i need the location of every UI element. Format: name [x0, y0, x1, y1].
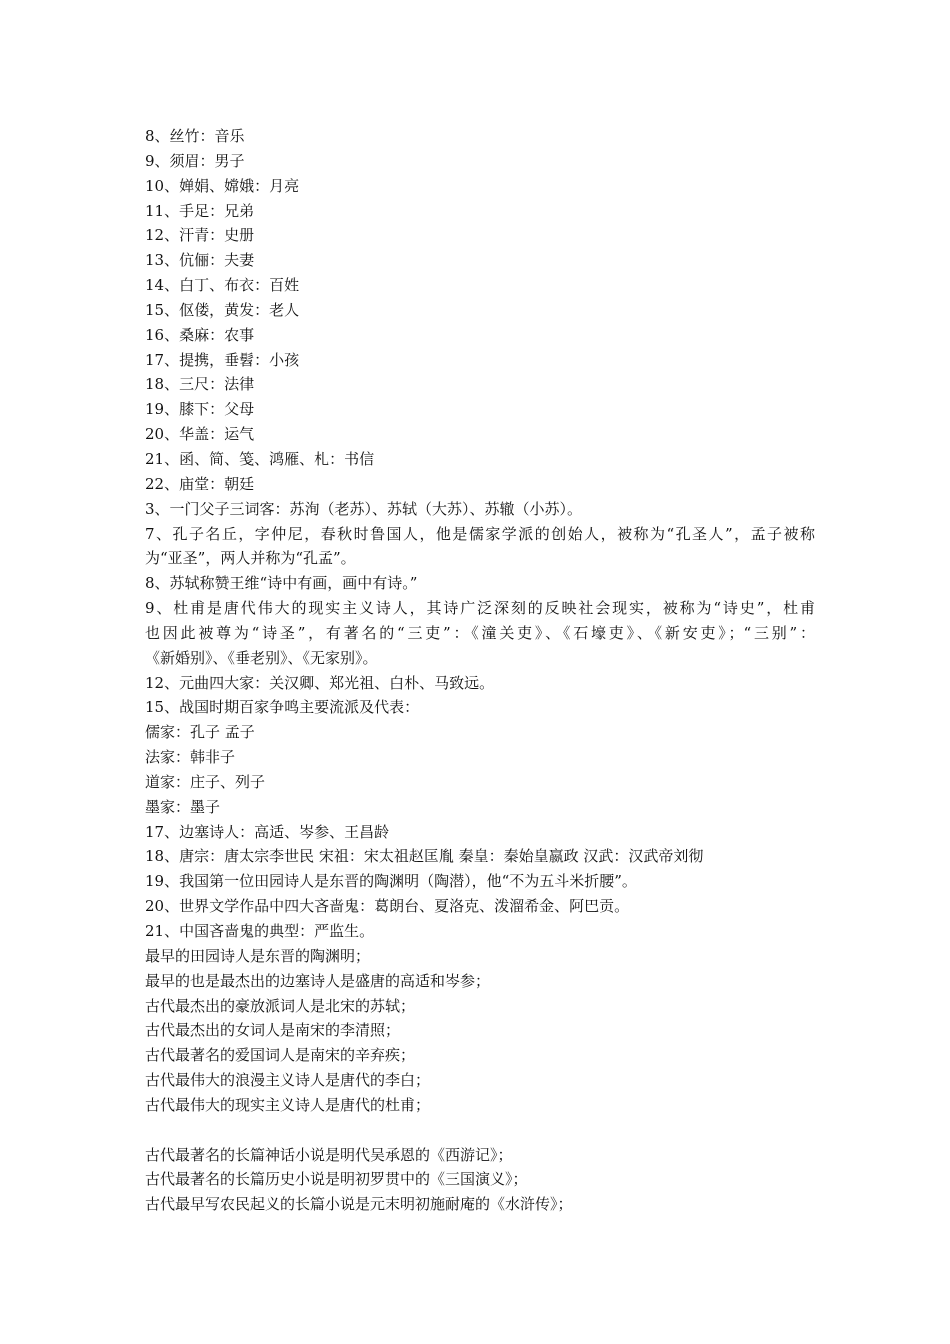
text-line: 3、一门父子三词客：苏洵（老苏）、苏轼（大苏）、苏辙（小苏）。	[145, 499, 583, 518]
text-line: 20、世界文学作品中四大吝啬鬼：葛朗台、夏洛克、泼溜希金、阿巴贡。	[145, 897, 630, 916]
text-line: 法家：韩非子	[145, 748, 236, 767]
text-line: 12、元曲四大家：关汉卿、郑光祖、白朴、马致远。	[145, 673, 495, 692]
text-line: 22、庙堂：朝廷	[145, 474, 255, 493]
text-line: 20、华盖：运气	[145, 425, 255, 444]
text-line: 墨家：墨子	[145, 797, 221, 816]
text-line: 18、唐宗：唐太宗李世民 宋祖：宋太祖赵匡胤 秦皇：秦始皇嬴政 汉武：汉武帝刘彻	[145, 847, 704, 866]
text-line: 7、孔子名丘，字仲尼，春秋时鲁国人，他是儒家学派的创始人，被称为“孔圣人”，孟子被称	[145, 524, 815, 543]
text-line: 15、伛偻，黄发：老人	[145, 300, 300, 319]
text-line: 古代最伟大的浪漫主义诗人是唐代的李白；	[145, 1071, 431, 1090]
text-line: 古代最杰出的女词人是南宋的李清照；	[145, 1021, 401, 1040]
text-line: 古代最著名的长篇历史小说是明初罗贯中的《三国演义》；	[145, 1170, 528, 1189]
text-line: 9、杜甫是唐代伟大的现实主义诗人，其诗广泛深刻的反映社会现实，被称为“诗史”，杜甫	[145, 599, 815, 618]
text-line: 14、白丁、布衣：百姓	[145, 276, 300, 295]
text-line: 15、战国时期百家争鸣主要流派及代表：	[145, 698, 420, 717]
text-line: 17、边塞诗人：高适、岑参、王昌龄	[145, 822, 390, 841]
text-line: 11、手足：兄弟	[145, 201, 255, 220]
text-line: 19、膝下：父母	[145, 400, 255, 419]
text-line: 也因此被尊为“诗圣”，有著名的“三吏”：《潼关吏》、《石壕吏》、《新安吏》；“三别”：	[145, 623, 815, 642]
text-line: 最早的也是最杰出的边塞诗人是盛唐的高适和岑参；	[145, 971, 491, 990]
text-line: 8、丝竹：音乐	[145, 127, 245, 145]
text-line: 道家：庄子、列子	[145, 772, 266, 791]
text-line: 21、中国吝啬鬼的典型：严监生。	[145, 922, 375, 940]
text-line: 13、伉俪：夫妻	[145, 251, 255, 270]
text-line: 古代最早写农民起义的长篇小说是元末明初施耐庵的《水浒传》；	[145, 1195, 573, 1214]
text-line: 古代最伟大的现实主义诗人是唐代的杜甫；	[145, 1095, 431, 1114]
text-line: 最早的田园诗人是东晋的陶渊明；	[145, 946, 371, 965]
text-line: 18、三尺：法律	[145, 375, 255, 394]
text-line: 12、汗青：史册	[145, 226, 255, 245]
blank-line	[145, 1118, 815, 1143]
text-line: 9、须眉：男子	[145, 151, 245, 170]
text-line: 古代最著名的爱国词人是南宋的辛弃疾；	[145, 1046, 416, 1065]
text-line: 21、函、简、笺、鸿雁、札：书信	[145, 449, 375, 468]
text-line: 儒家：孔子 孟子	[145, 723, 255, 742]
text-line: 《新婚别》、《垂老别》、《无家别》。	[145, 648, 378, 667]
text-line: 古代最著名的长篇神话小说是明代吴承恩的《西游记》；	[145, 1145, 513, 1164]
text-line: 10、婵娟、嫦娥：月亮	[145, 176, 300, 195]
text-line: 古代最杰出的豪放派词人是北宋的苏轼；	[145, 996, 416, 1015]
text-line: 16、桑麻：农事	[145, 325, 255, 344]
text-line: 19、我国第一位田园诗人是东晋的陶渊明（陶潜），他“不为五斗米折腰”。	[145, 872, 637, 891]
text-line: 8、苏轼称赞王维“诗中有画，画中有诗。”	[145, 574, 418, 593]
text-line: 17、提携，垂髫：小孩	[145, 350, 300, 369]
text-line: 为“亚圣”，两人并称为“孔孟”。	[145, 549, 356, 568]
document-page	[145, 124, 815, 1217]
